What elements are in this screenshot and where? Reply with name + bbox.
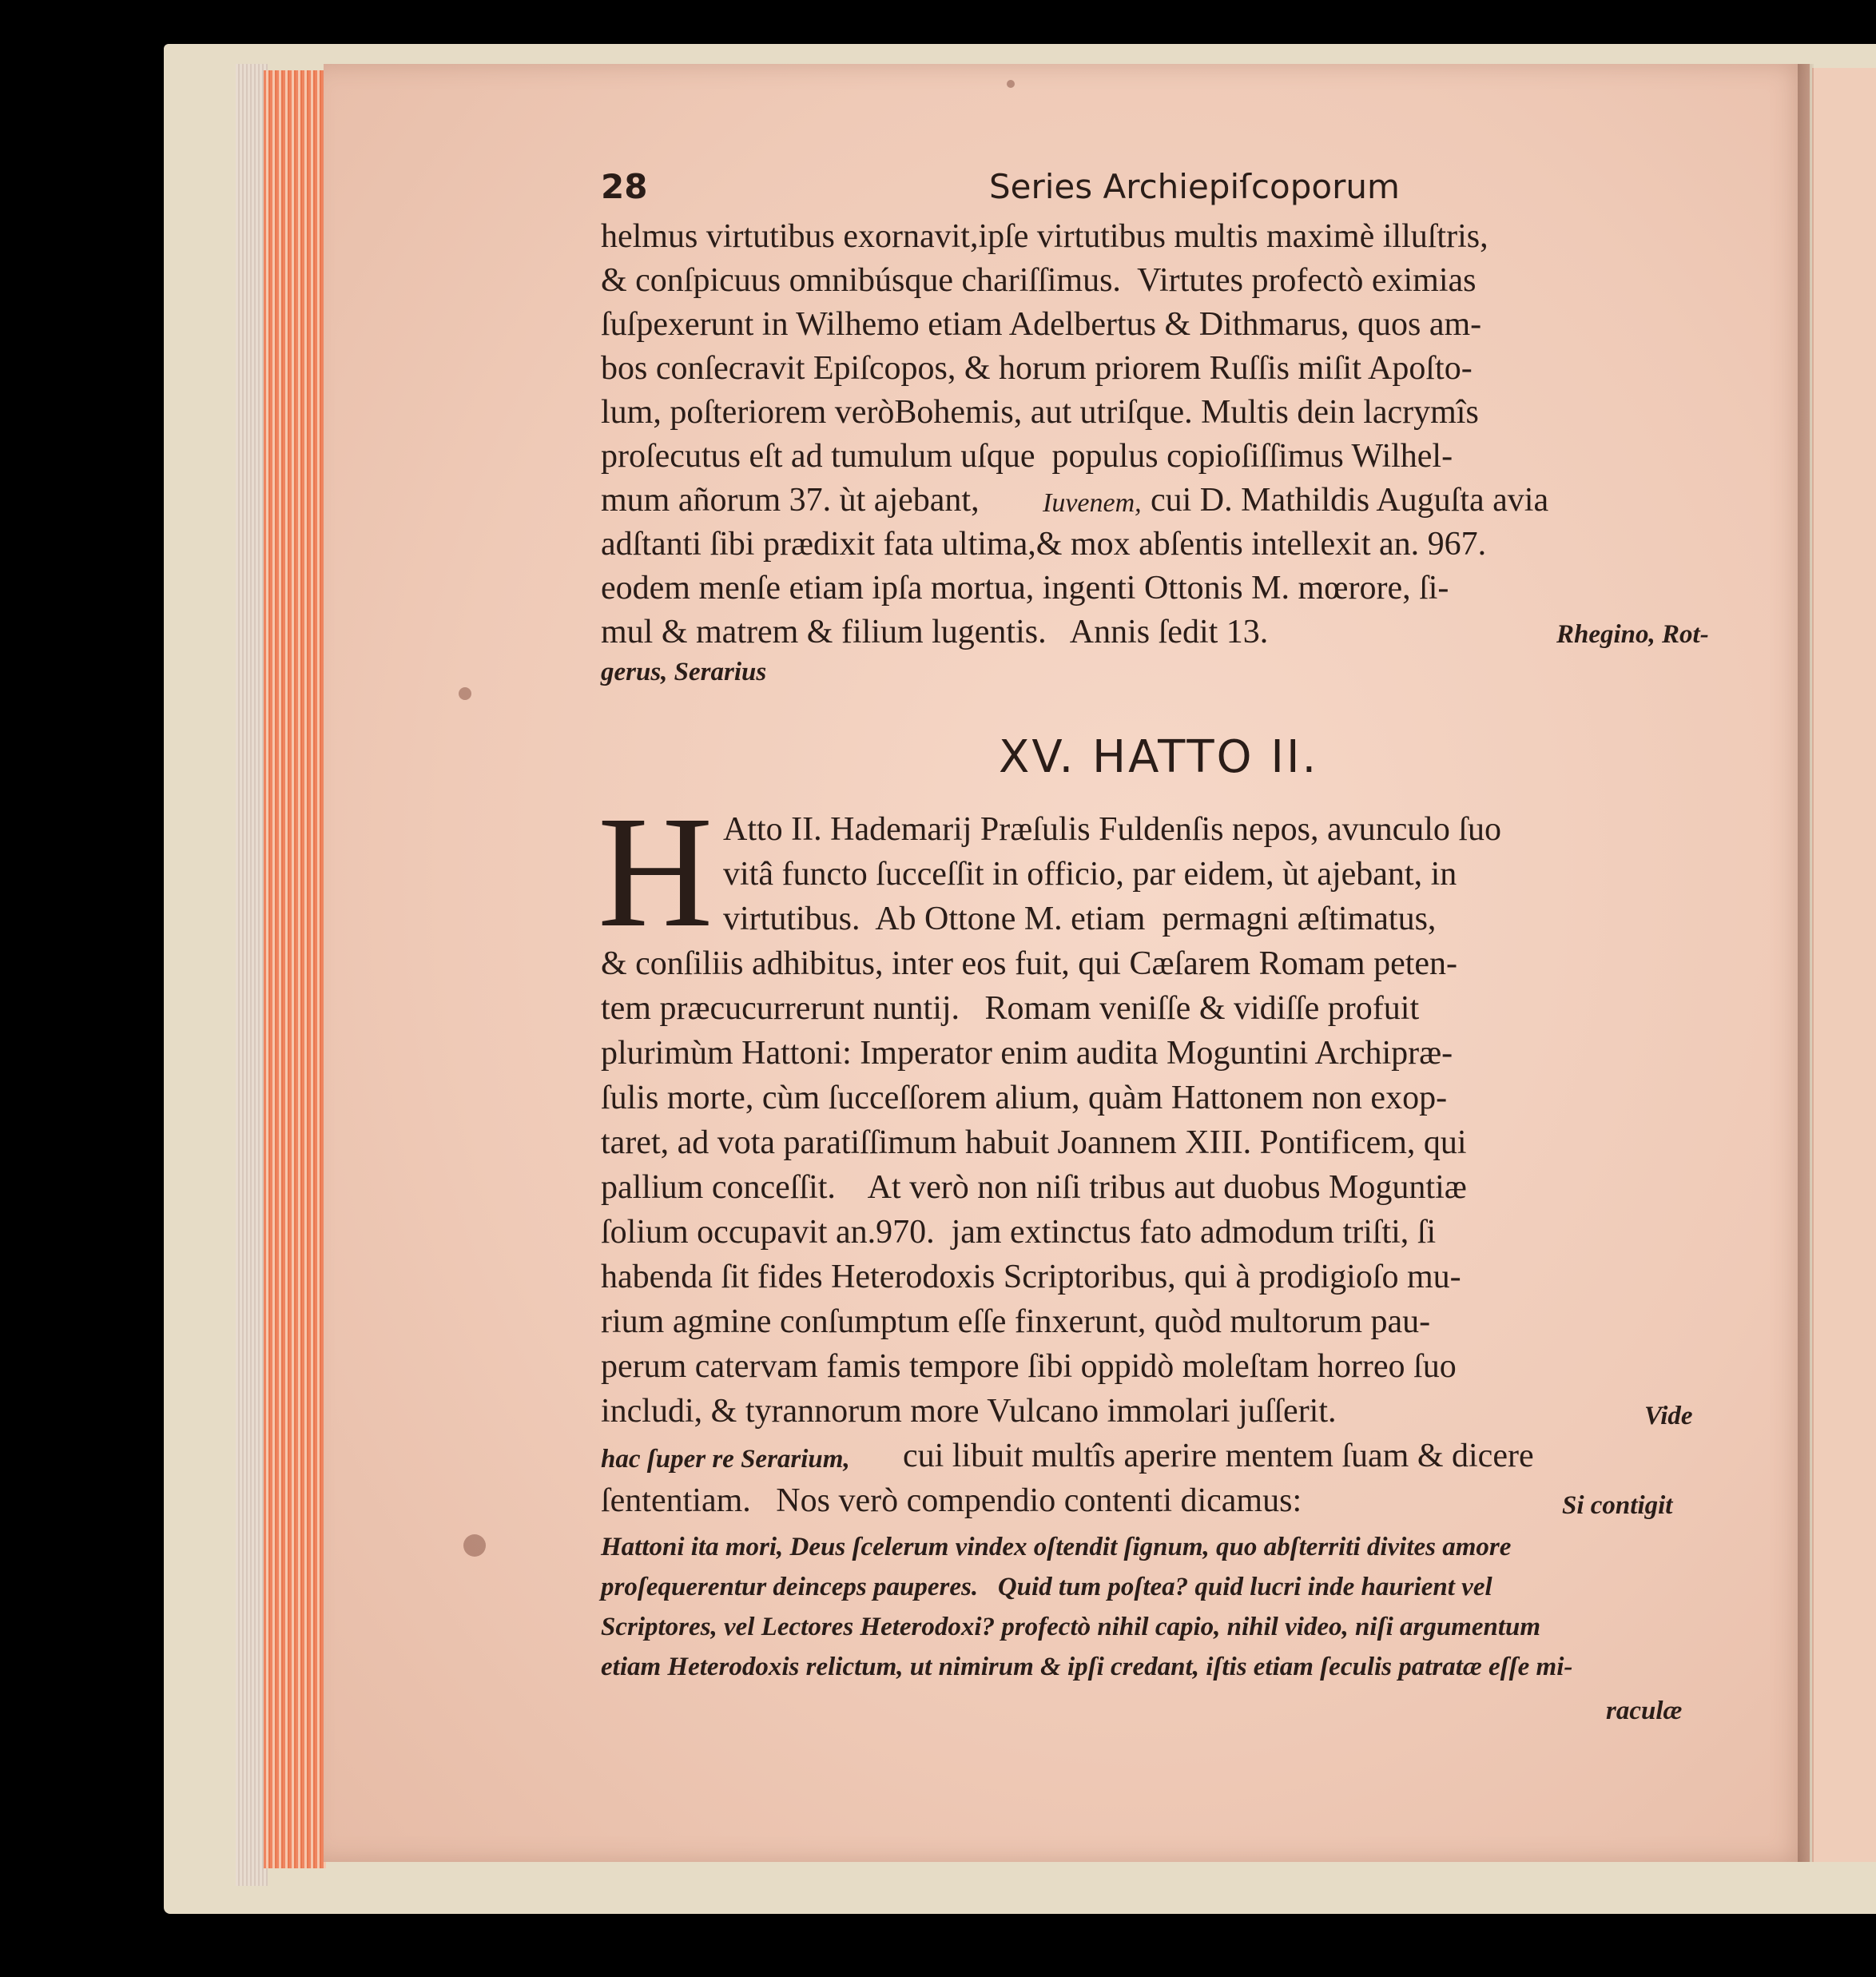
- text-line: pallium conceſſit. At verò non niſi tribus aut duobus Moguntiæ: [601, 1169, 1467, 1206]
- italic-line: Scriptores, vel Lectores Heterodoxi? profectò nihil capio, nihil video, niſi argumentum: [601, 1613, 1541, 1641]
- text-line: helmus virtutibus exornavit,ipſe virtutibus multis maximè illuſtris,: [601, 218, 1488, 255]
- foxing-spot: [1007, 80, 1015, 88]
- text-line: ſententiam. Nos verò compendio contenti dicamus:: [601, 1482, 1302, 1519]
- section-heading: XV. HATTO II.: [999, 731, 1319, 783]
- text-line: bos conſecravit Epiſcopos, & horum priorem Ruſſis miſit Apoſto-: [601, 350, 1473, 387]
- text-line: cui libuit multîs aperire mentem ſuam & dicere: [903, 1438, 1534, 1474]
- italic-line: proſequerentur deinceps pauperes. Quid tum poſtea? quid lucri inde haurient vel: [601, 1573, 1492, 1601]
- text-line: Atto II. Hademarij Præſulis Fuldenſis nepos, avunculo ſuo: [723, 811, 1502, 848]
- text-line: taret, ad vota paratiſſimum habuit Joannem XIII. Pontificem, qui: [601, 1124, 1467, 1161]
- text-line: proſecutus eſt ad tumulum uſque populus copioſiſſimus Wilhel-: [601, 438, 1453, 475]
- italic-word: Iuvenem,: [1043, 488, 1142, 518]
- foxing-spot: [463, 1534, 486, 1557]
- text-line: plurimùm Hattoni: Imperator enim audita Moguntini Archipræ-: [601, 1035, 1453, 1072]
- page-gutter: [1798, 64, 1814, 1862]
- page-number: 28: [601, 167, 648, 206]
- italic-line: Hattoni ita mori, Deus ſcelerum vindex oſtendit ſignum, quo abſterriti divites amore: [601, 1533, 1512, 1561]
- italic-line: etiam Heterodoxis relictum, ut nimirum & ipſi credant, iſtis etiam ſeculis patratæ eſſe mi-: [601, 1653, 1573, 1681]
- text-line: rium agmine conſumptum eſſe finxerunt, quòd multorum pau-: [601, 1303, 1431, 1340]
- drop-cap: H: [598, 784, 713, 961]
- italic-phrase: Si contigit: [1562, 1491, 1673, 1520]
- red-page-edges: [264, 70, 326, 1868]
- text-line: includi, & tyrannorum more Vulcano immolari juſſerit.: [601, 1393, 1337, 1430]
- text-line: cui D. Mathildis Auguſta avia: [1151, 482, 1549, 519]
- text-line: mum añorum 37. ùt ajebant,: [601, 482, 980, 519]
- italic-word: Vide: [1644, 1402, 1693, 1430]
- italic-phrase: hac ſuper re Serarium,: [601, 1445, 850, 1474]
- text-line: ſuſpexerunt in Wilhemo etiam Adelbertus & Dithmarus, quos am-: [601, 306, 1482, 343]
- text-line: ſulis morte, cùm ſucceſſorem alium, quàm Hattonem non exop-: [601, 1080, 1448, 1116]
- source-citation: gerus, Serarius: [601, 658, 767, 686]
- text-line: tem præcucurrerunt nuntij. Romam veniſſe & vidiſſe profuit: [601, 990, 1420, 1027]
- text-line: habenda ſit fides Heterodoxis Scriptoribus, qui à prodigioſo mu-: [601, 1259, 1461, 1295]
- running-title: Series Archiepiſcoporum: [989, 167, 1400, 206]
- text-line: virtutibus. Ab Ottone M. etiam permagni æſtimatus,: [723, 901, 1437, 937]
- facing-page-edge: [1812, 68, 1876, 1862]
- catchword: raculæ: [1606, 1697, 1683, 1725]
- text-line: vitâ functo ſucceſſit in officio, par eidem, ùt ajebant, in: [723, 856, 1457, 893]
- foxing-spot: [459, 687, 471, 700]
- text-line: adſtanti ſibi prædixit fata ultima,& mox abſentis intellexit an. 967.: [601, 526, 1487, 563]
- text-line: ſolium occupavit an.970. jam extinctus fato admodum triſti, ſi: [601, 1214, 1437, 1251]
- source-citation: Rhegino, Rot-: [1556, 620, 1709, 649]
- text-line: perum catervam famis tempore ſibi oppidò moleſtam horreo ſuo: [601, 1348, 1457, 1385]
- text-line: mul & matrem & filium lugentis. Annis ſedit 13.: [601, 614, 1269, 650]
- page-edge-strip: [236, 64, 268, 1886]
- text-line: lum, poſteriorem veròBohemis, aut utriſque. Multis dein lacrymîs: [601, 394, 1479, 431]
- text-line: & conſiliis adhibitus, inter eos fuit, qui Cæſarem Romam peten-: [601, 945, 1458, 982]
- text-line: & conſpicuus omnibúsque chariſſimus. Virtutes profectò eximias: [601, 262, 1477, 299]
- text-line: eodem menſe etiam ipſa mortua, ingenti Ottonis M. mœrore, ſi-: [601, 570, 1449, 607]
